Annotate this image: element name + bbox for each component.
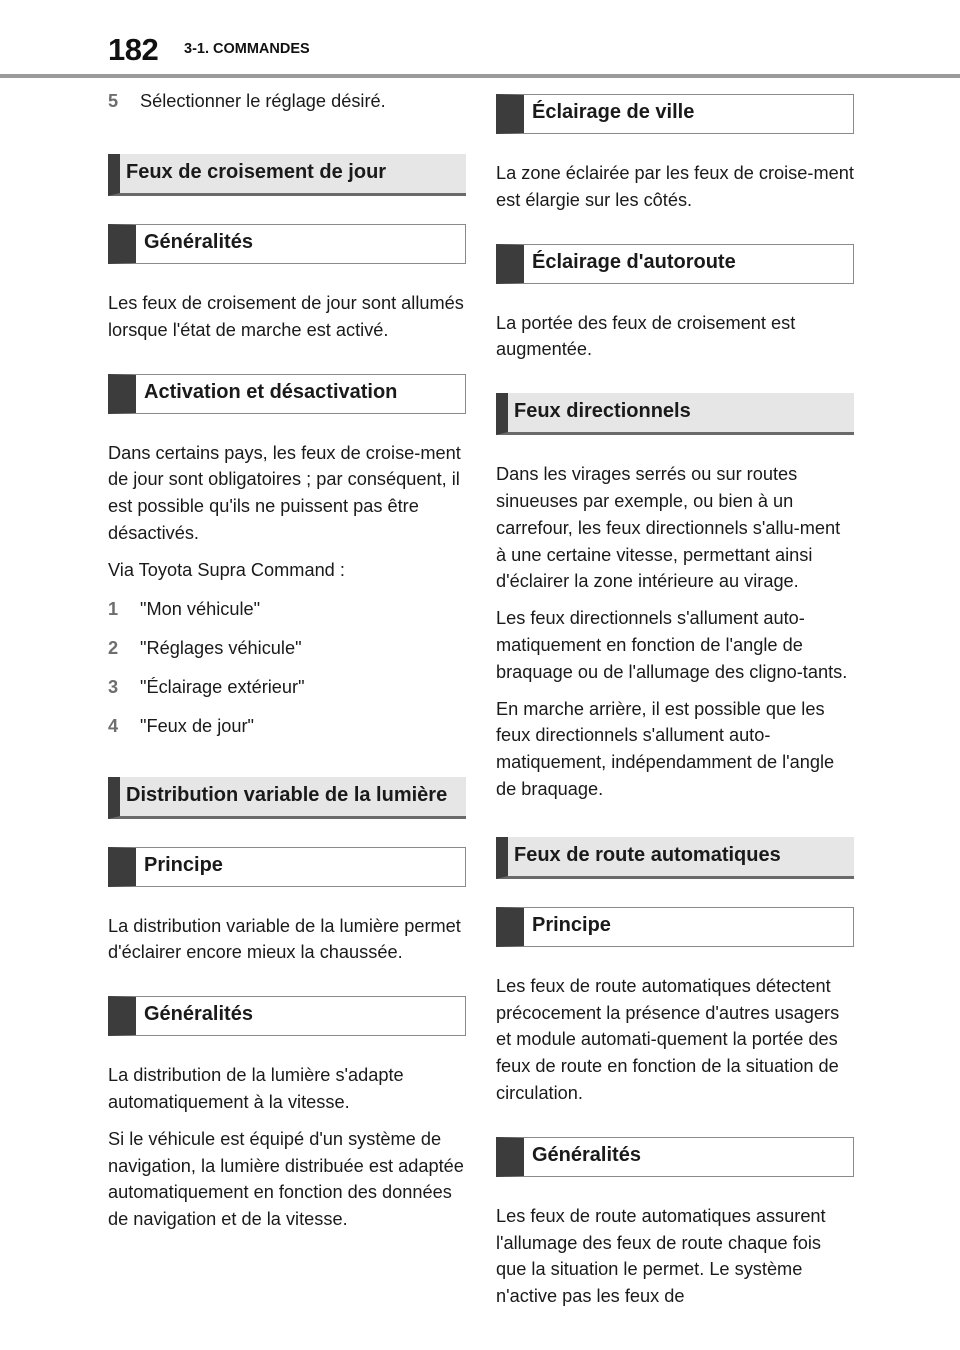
paragraph-activation: Dans certains pays, les feux de croise-ment de jour sont obligatoires ; par conséquent, il est possible qu'ils ne puissent pas être désactivés. [108,442,461,543]
heading-distribution-variable: Distribution variable de la lumière [108,777,466,819]
subheading-generalites: Généralités [108,224,466,264]
subheading-eclairage-autoroute: Éclairage d'autoroute [496,244,854,284]
step-number: 4 [108,715,119,736]
paragraph-principe-2: Les feux de route automatiques détectent précocement la présence d'autres usagers et module automati-quement la portée des feux de route en fonction de la situation de circulation. [496,975,840,1103]
paragraph-eclairage-ville: La zone éclairée par les feux de croise-ment est élargie sur les côtés. [496,163,854,210]
paragraph-via-command: Via Toyota Supra Command : [108,559,345,580]
right-column [496,94,854,1320]
heading-feux-directionnels: Feux directionnels [496,393,854,435]
heading-feux-croisement-jour: Feux de croisement de jour [108,154,466,196]
step-1 [108,596,466,622]
page-header [0,0,960,78]
section-title: 3-1. COMMANDES [184,41,310,57]
paragraph-generalites-2a: La distribution de la lumière s'adapte automatiquement à la vitesse. [108,1065,404,1112]
step-label: "Réglages véhicule" [140,637,302,658]
step-3 [108,674,466,700]
step-number: 5 [108,91,119,111]
subheading-eclairage-ville: Éclairage de ville [496,94,854,134]
step-number: 2 [108,637,119,658]
subheading-generalites-3: Généralités [496,1137,854,1177]
paragraph-generalites-2b: Si le véhicule est équipé d'un système de navigation, la lumière distribuée est adaptée automatiquement en fonction des données de navigation et de la vitesse. [108,1128,464,1230]
subheading-activation: Activation et désactivation [108,374,466,414]
step-5 [108,88,466,114]
subheading-generalites-2: Généralités [108,996,466,1036]
paragraph-generalites-3: Les feux de route automatiques assurent l'allumage des feux de route chaque fois que la situation le permet. Le système n'active pas les feux de [496,1205,826,1307]
step-4 [108,713,466,739]
left-column [108,88,466,1243]
step-label: "Feux de jour" [140,715,255,736]
step-number: 3 [108,676,119,697]
paragraph-directionnels-2: Les feux directionnels s'allument auto-matiquement en fonction de l'angle de braquage ou de l'allumage des cligno-tants. [496,608,848,682]
paragraph-directionnels-1: Dans les virages serrés ou sur routes sinueuses par exemple, ou bien à un carrefour, les feux directionnels s'allu-ment à une certaine vitesse, permettant ainsi d'éclairer la zone intérieure au virage. [496,464,841,592]
subheading-principe-2: Principe [496,907,854,947]
paragraph-eclairage-autoroute: La portée des feux de croisement est augmentée. [496,312,796,360]
paragraph-generalites: Les feux de croisement de jour sont allumés lorsque l'état de marche est activé. [108,293,464,340]
step-label: "Éclairage extérieur" [140,676,305,697]
heading-feux-route-automatiques: Feux de route automatiques [496,837,854,879]
subheading-principe: Principe [108,847,466,887]
step-label: Sélectionner le réglage désiré. [140,91,386,111]
step-2 [108,635,466,661]
header-rule [0,74,960,78]
step-label: "Mon véhicule" [140,598,261,619]
paragraph-directionnels-3: En marche arrière, il est possible que les feux directionnels s'allument auto-matiquement, indépendamment de l'angle de braquage. [496,698,835,799]
paragraph-principe: La distribution variable de la lumière permet d'éclairer encore mieux la chaussée. [108,915,461,963]
page-number: 182 [108,32,159,67]
step-number: 1 [108,598,119,619]
